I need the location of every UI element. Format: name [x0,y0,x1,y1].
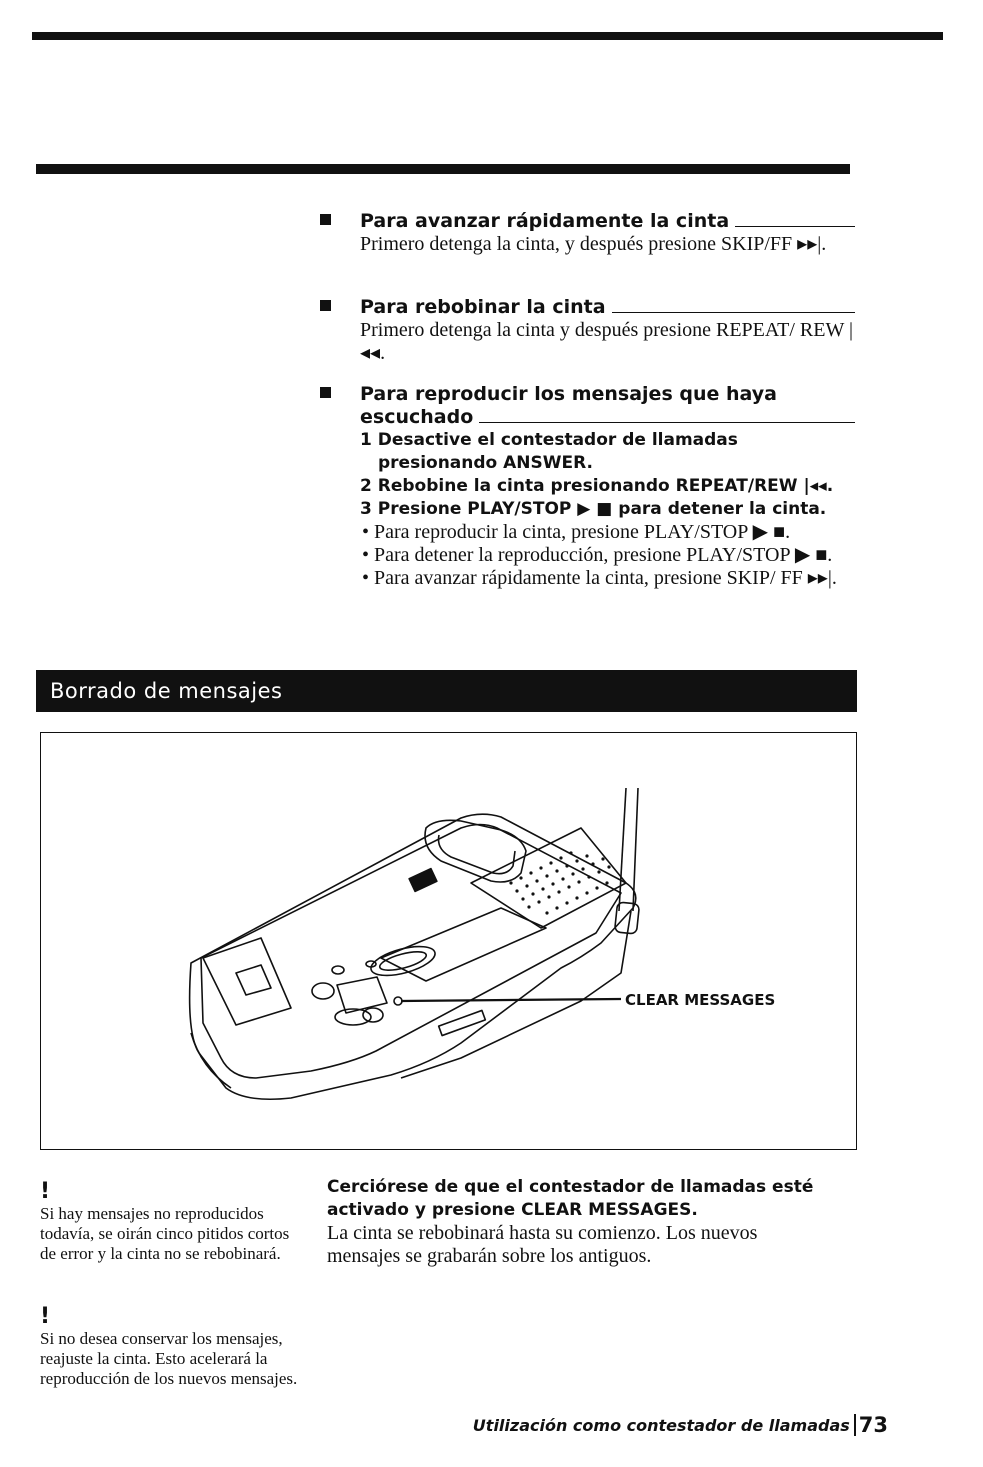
section-body: Primero detenga la cinta y después presione REPEAT/ REW |◂◂. [360,319,853,364]
top-rule [32,32,943,40]
exclamation-icon: ! [40,1304,51,1329]
section-heading: Para reproducir los mensajes que haya [360,383,777,405]
answering-machine-figure [40,732,857,1150]
step-item: 2 Rebobine la cinta presionando REPEAT/REW |◂◂. [360,476,834,496]
answering-machine-illustration [41,733,858,1151]
footer-divider [854,1414,856,1436]
clear-messages-callout: CLEAR MESSAGES [625,991,776,1009]
bullet-item: • Para avanzar rápidamente la cinta, presione SKIP/ FF ▸▸|. [362,567,837,589]
section-rule [36,164,850,174]
page-number: 73 [858,1413,888,1437]
note-unplayed [40,1180,302,1264]
instruction-heading: Cerciórese de que el contestador de llamadas esté activado y presione CLEAR MESSAGES. [327,1177,814,1220]
section-rewind [320,296,855,365]
bullet-item: • Para reproducir la cinta, presione PLAY/STOP ▶ ■. [362,521,791,543]
banner-title: Borrado de mensajes [50,679,283,703]
page-footer [473,1413,888,1437]
square-bullet-icon [320,387,331,398]
section-body: Primero detenga la cinta, y después presione SKIP/FF ▸▸|. [360,233,827,255]
note-text: Si hay mensajes no reproducidos todavía, se oirán cinco pitidos cortos de error y la cinta no se rebobinará. [40,1204,290,1263]
bullet-item: • Para detener la reproducción, presione PLAY/STOP ▶ ■. [362,544,833,566]
step-item: 3 Presione PLAY/STOP ▶ ■ para detener la cinta. [360,499,827,519]
square-bullet-icon [320,300,331,311]
note-text: Si no desea conservar los mensajes, reajuste la cinta. Esto acelerará la reproducción de los nuevos mensajes. [40,1329,298,1388]
clear-messages-instruction [327,1176,827,1268]
square-bullet-icon [320,214,331,225]
section-banner [36,670,857,712]
section-heading-cont: escuchado [360,406,474,428]
step-item: 1 Desactive el contestador de llamadas presionando ANSWER. [360,430,738,473]
section-heading: Para rebobinar la cinta [360,296,606,318]
section-heading: Para avanzar rápidamente la cinta [360,210,730,232]
footer-section-title: Utilización como contestador de llamadas [472,1415,850,1435]
exclamation-icon: ! [40,1179,51,1204]
instruction-body: La cinta se rebobinará hasta su comienzo. Los nuevos mensajes se grabarán sobre los antiguos. [327,1222,758,1267]
note-reset-tape [40,1305,302,1389]
section-replay [320,383,855,590]
section-fast-forward [320,210,855,256]
